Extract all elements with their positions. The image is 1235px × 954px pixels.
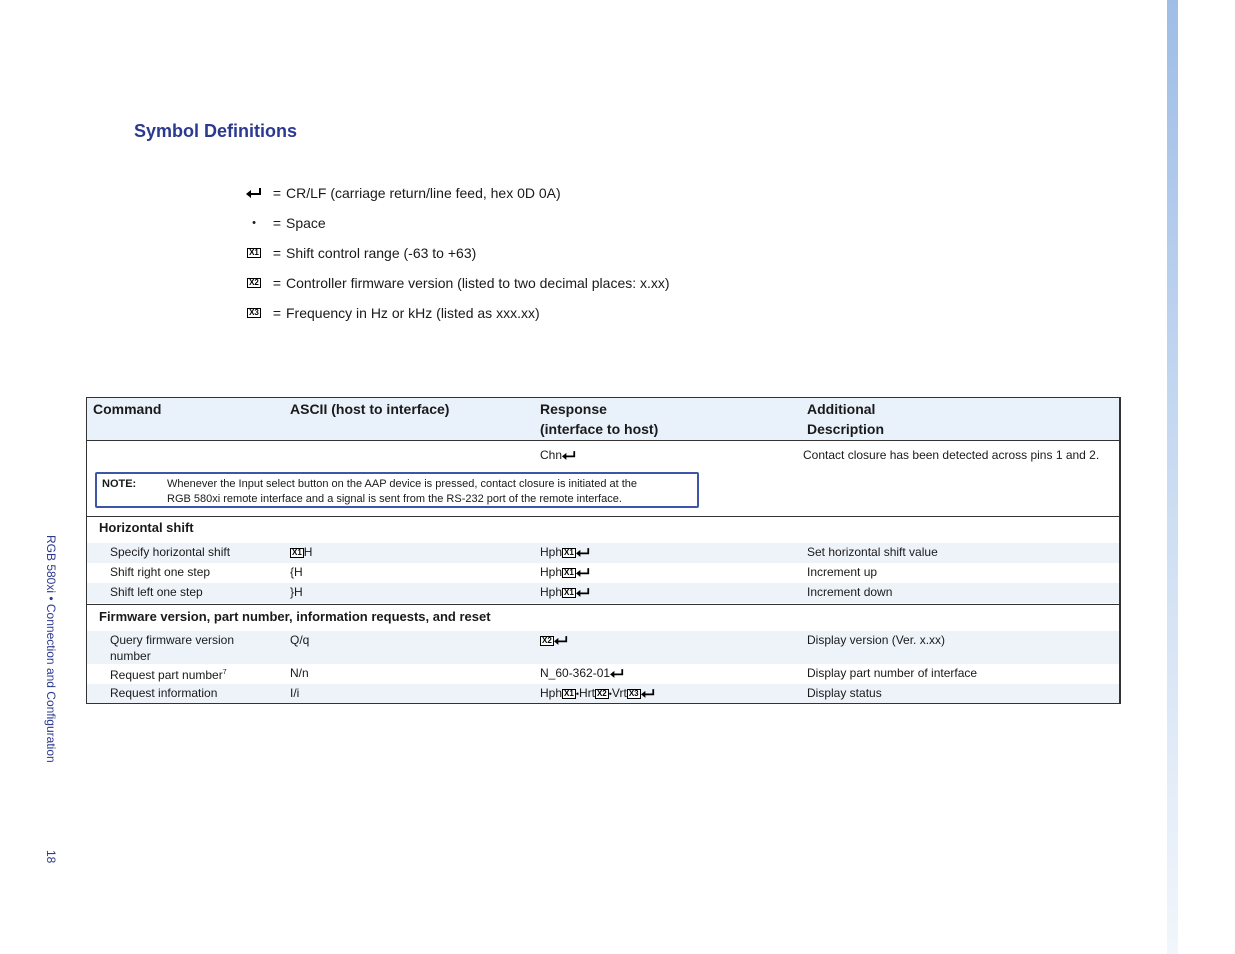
x1-variable-icon: X1 — [564, 567, 574, 577]
equals-sign: = — [272, 215, 282, 231]
x2-variable-icon: X2 — [542, 635, 552, 645]
return-arrow-icon — [240, 188, 268, 198]
x3-variable-icon: X3 — [249, 308, 259, 317]
header-description: Additional — [807, 401, 876, 417]
note-text — [167, 477, 692, 507]
symbol-row-x3 — [240, 302, 940, 324]
group-divider — [87, 516, 1119, 517]
equals-sign: = — [272, 185, 282, 201]
symbol-row-x1 — [240, 242, 940, 264]
note-label: NOTE: — [102, 478, 137, 490]
command-table — [86, 397, 1121, 704]
return-arrow-icon — [610, 669, 624, 678]
table-row-description: Display status — [807, 686, 882, 700]
header-ascii: ASCII (host to interface) — [290, 401, 450, 417]
table-row-description: Increment up — [807, 565, 878, 579]
table-row-response: Hph X1 — [540, 564, 590, 580]
x1-variable-icon: X1 — [564, 688, 574, 698]
table-row-response: Hph X1 — [540, 584, 590, 600]
table-row-stripe — [87, 543, 1119, 563]
table-row-description: Increment down — [807, 585, 893, 599]
table-row-ascii: I/i — [290, 686, 300, 700]
group-divider — [87, 604, 1119, 605]
return-arrow-icon — [576, 548, 590, 557]
note-line: RGB 580xi remote interface and a signal is sent from the RS-232 port of the remote interface. — [167, 493, 622, 505]
page-number: 18 — [44, 850, 58, 864]
table-row-command: Request part number$^7$ — [110, 668, 227, 682]
table-row-ascii: X1 H — [292, 545, 313, 559]
note-box — [95, 472, 699, 508]
x1-variable-icon: X1 — [564, 547, 574, 557]
header-response: Response — [540, 401, 607, 417]
bullet-icon: • — [575, 689, 579, 699]
x2-variable-icon: X2 — [596, 688, 607, 698]
symbol-row-x2 — [240, 272, 940, 294]
table-row-ascii: Q/q — [290, 633, 310, 647]
table-row-ascii: {H — [290, 565, 303, 579]
return-arrow-icon — [554, 636, 568, 645]
x3-variable-icon: X3 — [628, 688, 639, 698]
table-row-description: Set horizontal shift value — [807, 545, 938, 559]
note-line: Whenever the Input select button on the AAP device is pressed, contact closure is initiated at the — [167, 478, 638, 490]
running-footer: RGB 580xi • Connection and Configuration — [44, 535, 58, 763]
equals-sign: = — [272, 245, 282, 261]
table-row-response: Hph X1 •Hrt X2 •Vrt X3 — [540, 685, 655, 702]
page-edge-bar — [1167, 0, 1178, 954]
table-row-stripe — [87, 583, 1119, 603]
table-row-description: Display version (Ver. x.xx) — [807, 633, 946, 647]
header-response-sub: (interface to host) — [540, 421, 659, 437]
table-row-command: Shift left one step — [110, 585, 203, 599]
table-row-ascii: N/n — [290, 666, 309, 680]
x2-variable-icon: X2 — [249, 278, 259, 287]
symbol-row-crlf — [240, 182, 940, 204]
symbol-description: Space — [286, 215, 326, 231]
equals-sign: = — [272, 275, 282, 291]
table-row-stripe — [87, 631, 1119, 664]
table-row-response: Chn — [540, 447, 576, 463]
table-row-command: Request information — [110, 686, 218, 700]
table-row-description: Contact closure has been detected across pins 1 and 2. — [803, 448, 1100, 462]
return-arrow-icon — [562, 451, 576, 460]
symbol-description: Shift control range (-63 to +63) — [286, 245, 477, 261]
bullet-icon: • — [608, 689, 612, 699]
return-arrow-icon — [576, 588, 590, 597]
table-row-command: Query firmware version number — [110, 633, 235, 663]
table-row-response: N_60-362-01 — [540, 665, 624, 681]
header-description-sub: Description — [807, 421, 885, 437]
x1-variable-icon: X1 — [249, 248, 259, 257]
table-header — [87, 398, 1119, 441]
group-title-firmware: Firmware version, part number, information requests, and reset — [99, 609, 491, 624]
symbol-description: Controller firmware version (listed to two decimal places: x.xx) — [286, 275, 670, 291]
bullet-icon: • — [252, 217, 256, 229]
table-row-ascii: }H — [290, 585, 303, 599]
equals-sign: = — [272, 305, 282, 321]
x1-variable-icon: X1 — [292, 547, 302, 557]
return-arrow-icon — [576, 568, 590, 577]
header-command: Command — [93, 401, 162, 417]
table-row-command: Shift right one step — [110, 565, 211, 579]
table-row-command: Specify horizontal shift — [110, 545, 231, 559]
symbol-row-space — [240, 212, 940, 234]
group-title-horizontal-shift: Horizontal shift — [99, 520, 194, 535]
return-arrow-icon — [641, 689, 655, 698]
table-row-description: Display part number of interface — [807, 666, 978, 680]
symbol-description: Frequency in Hz or kHz (listed as xxx.xx) — [286, 305, 540, 321]
table-row-response: Hph X1 — [540, 544, 590, 560]
x1-variable-icon: X1 — [564, 587, 574, 597]
table-row-response — [540, 632, 568, 648]
section-title: Symbol Definitions — [134, 121, 298, 141]
symbol-description: CR/LF (carriage return/line feed, hex 0D 0A) — [286, 185, 561, 201]
